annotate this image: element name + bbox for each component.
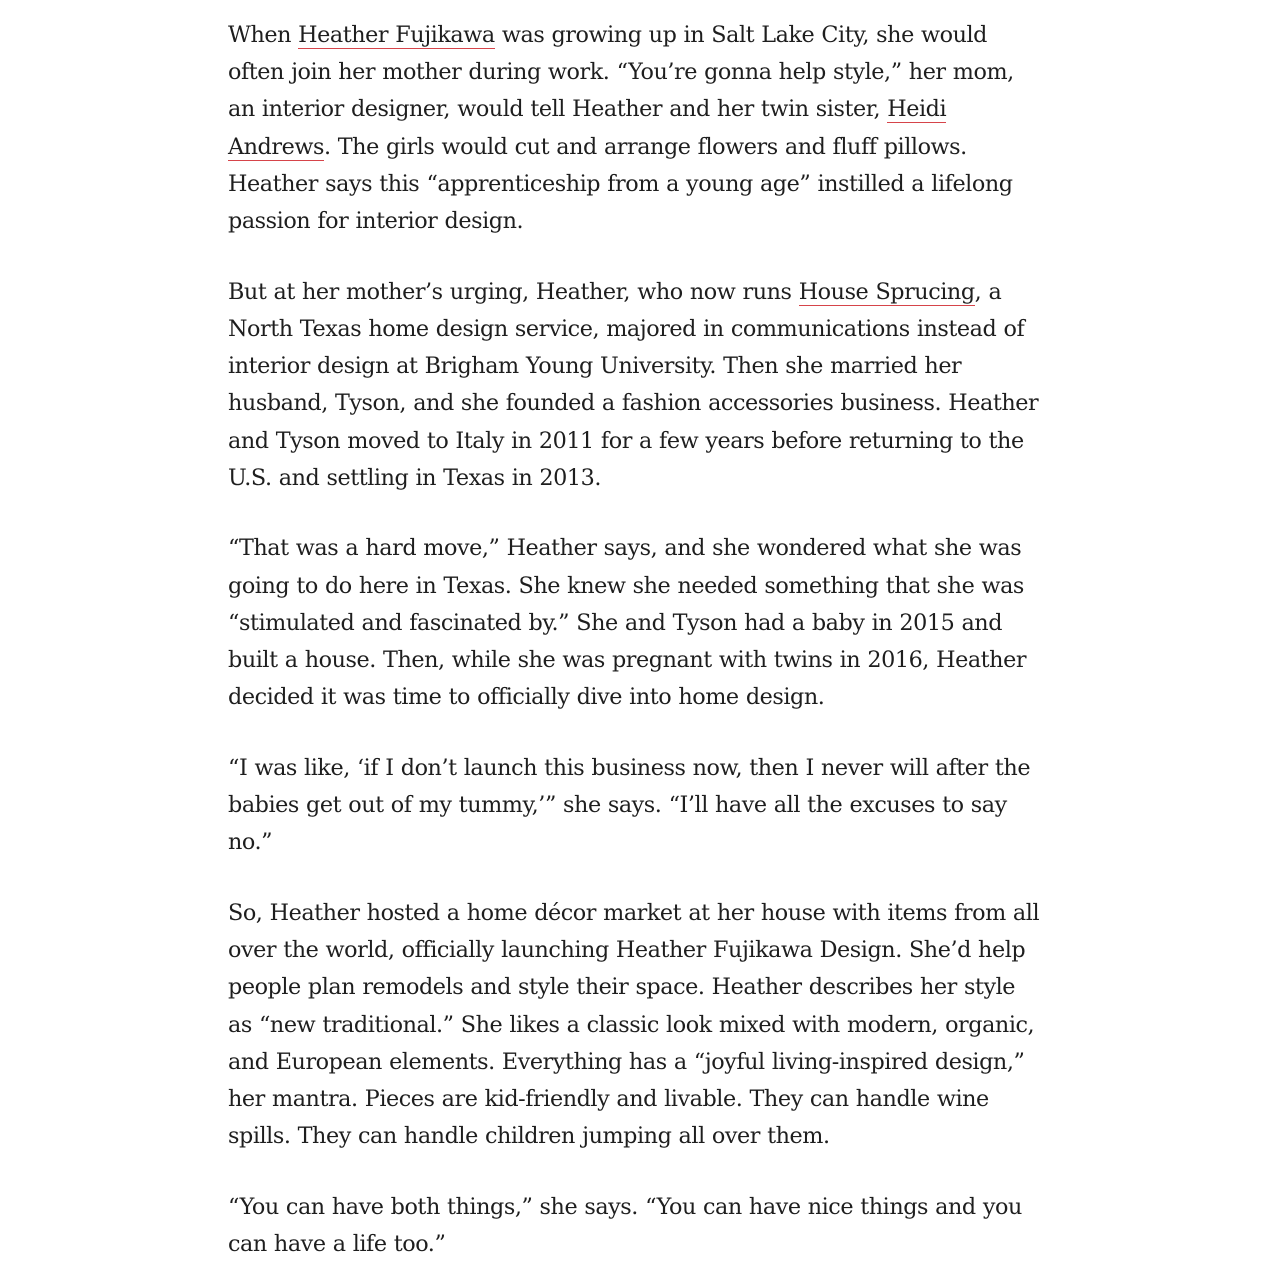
link-house-sprucing[interactable]: House Sprucing (798, 278, 975, 305)
paragraph-6 (228, 1189, 1040, 1263)
text-segment: “That was a hard move,” Heather says, and she wondered what she was going to do here in Texas. She knew she needed something that she was “stimulated and fascinated by.” She and Tyson had a baby in 2015 and built a house. Then, while she was pregnant with twins in 2016, Heather decided it was time to officially dive into home design. (228, 535, 1027, 711)
paragraph-5 (228, 895, 1040, 1155)
text-segment: So, Heather hosted a home décor market at her house with items from all over the world, officially launching Heather Fujikawa Design. She’d help people plan remodels and style their space. Heather describes her style as “new traditional.” She likes a classic look mixed with modern, organic, and European elements. Everything has a “joyful living-inspired design,” her mantra. Pieces are kid-friendly and livable. They can handle wine spills. They can handle children jumping all over them. (228, 900, 1040, 1150)
text-segment: . The girls would cut and arrange flowers and fluff pillows. Heather says this “apprenticeship from a young age” instilled a lifelong passion for interior design. (228, 133, 1013, 235)
text-segment: “You can have both things,” she says. “You can have nice things and you can have a life too.” (228, 1193, 1022, 1258)
text-segment: was growing up in Salt Lake City, she would often join her mother during work. “You’re gonna help style,” her mom, an interior designer, would tell Heather and her twin sister, (228, 22, 1014, 123)
link-heidi-andrews[interactable]: Heidi Andrews (228, 96, 947, 160)
text-segment: , a North Texas home design service, majored in communications instead of interior design at Brigham Young University. Then she married her husband, Tyson, and she founded a fashion accessories business. Heather and Tyson moved to Italy in 2011 for a few years before returning to the U.S. and settling in Texas in 2013. (228, 278, 1039, 491)
paragraph-4 (228, 750, 1040, 862)
paragraph-1 (228, 17, 1040, 240)
link-heather-fujikawa[interactable]: Heather Fujikawa (298, 22, 495, 48)
text-segment: When (228, 22, 299, 48)
text-segment: “I was like, ‘if I don’t launch this business now, then I never will after the babies get out of my tummy,’” she says. “I’ll have all the excuses to say no.” (228, 754, 1031, 856)
paragraph-2 (228, 274, 1040, 497)
article-body (228, 17, 1040, 1263)
text-segment: But at her mother’s urging, Heather, who now runs (228, 278, 799, 305)
paragraph-3 (228, 530, 1040, 716)
